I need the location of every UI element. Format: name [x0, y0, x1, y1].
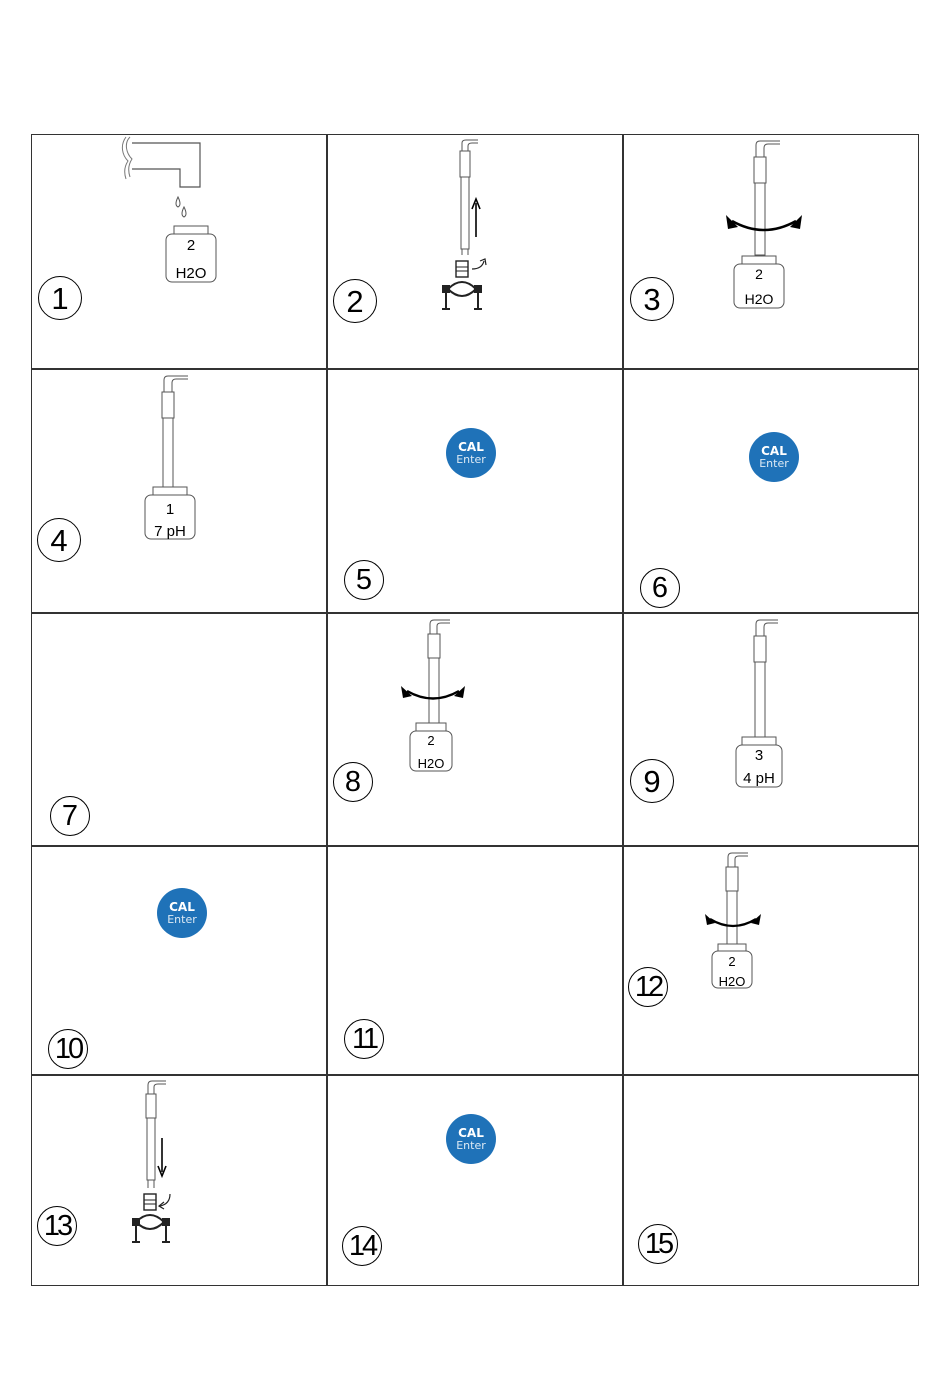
step-14-number: 14	[342, 1226, 382, 1266]
enter-label: Enter	[456, 452, 486, 466]
step-2-number: 2	[333, 279, 377, 323]
bottle-id: 1	[165, 501, 175, 518]
step-2-panel	[327, 134, 623, 369]
bottle-label: 4 pH	[743, 770, 775, 787]
bottle-label: H2O	[175, 265, 207, 282]
step-3-number: 3	[630, 277, 674, 321]
bottle-label: 7 pH	[154, 523, 186, 540]
step-6-panel	[623, 369, 919, 613]
step-7-number: 7	[50, 796, 90, 836]
step-3-panel	[623, 134, 919, 369]
enter-label: Enter	[167, 912, 197, 926]
step-4-number: 4	[37, 518, 81, 562]
swirl-arrow-icon	[400, 680, 466, 706]
bottle-id: 2	[186, 237, 196, 254]
step-12-panel	[623, 846, 919, 1075]
pipe-fitting-icon	[132, 1190, 196, 1250]
swirl-arrow-icon	[704, 909, 762, 933]
step-8-panel	[327, 613, 623, 846]
bottle-id: 2	[755, 266, 763, 282]
step-11-panel	[327, 846, 623, 1075]
cal-label: CAL	[458, 439, 484, 454]
step-1-panel	[31, 134, 327, 369]
bottle-label: H2O	[718, 974, 746, 989]
electrode-icon	[150, 372, 210, 498]
step-7-panel	[31, 613, 327, 846]
electrode-icon	[416, 616, 476, 736]
cal-enter-button[interactable]	[749, 432, 799, 482]
step-9-panel	[623, 613, 919, 846]
swirl-arrow-icon	[724, 207, 804, 239]
step-12-number: 12	[628, 967, 668, 1007]
cal-label: CAL	[761, 443, 787, 458]
pipe-fitting-icon	[440, 257, 504, 317]
cal-enter-button[interactable]	[446, 428, 496, 478]
step-15-number: 15	[638, 1224, 678, 1264]
faucet-icon	[122, 135, 212, 225]
step-1-number: 1	[38, 276, 82, 320]
bottle-label: H2O	[417, 756, 445, 771]
step-9-number: 9	[630, 759, 674, 803]
step-11-number: 11	[344, 1019, 384, 1059]
cal-label: CAL	[169, 899, 195, 914]
enter-label: Enter	[759, 456, 789, 470]
step-10-number: 10	[48, 1029, 88, 1069]
bottle-label: H2O	[744, 291, 774, 307]
bottle-id: 2	[427, 733, 435, 748]
step-13-number: 13	[37, 1206, 77, 1246]
cal-label: CAL	[458, 1125, 484, 1140]
step-13-panel	[31, 1075, 327, 1286]
cal-enter-button[interactable]	[157, 888, 207, 938]
bottle-id: 2	[728, 954, 736, 969]
electrode-icon	[742, 616, 802, 748]
step-14-panel	[327, 1075, 623, 1286]
step-5-number: 5	[344, 560, 384, 600]
step-5-panel	[327, 369, 623, 613]
bottle-id: 3	[754, 747, 764, 764]
electrode-icon	[716, 849, 776, 955]
calibration-steps-grid	[31, 134, 919, 1286]
step-10-panel	[31, 846, 327, 1075]
electrode-insert-icon	[136, 1078, 196, 1208]
cal-enter-button[interactable]	[446, 1114, 496, 1164]
electrode-icon	[734, 137, 794, 267]
enter-label: Enter	[456, 1138, 486, 1152]
step-15-panel	[623, 1075, 919, 1286]
step-4-panel	[31, 369, 327, 613]
step-6-number: 6	[640, 568, 680, 608]
step-8-number: 8	[333, 762, 373, 802]
